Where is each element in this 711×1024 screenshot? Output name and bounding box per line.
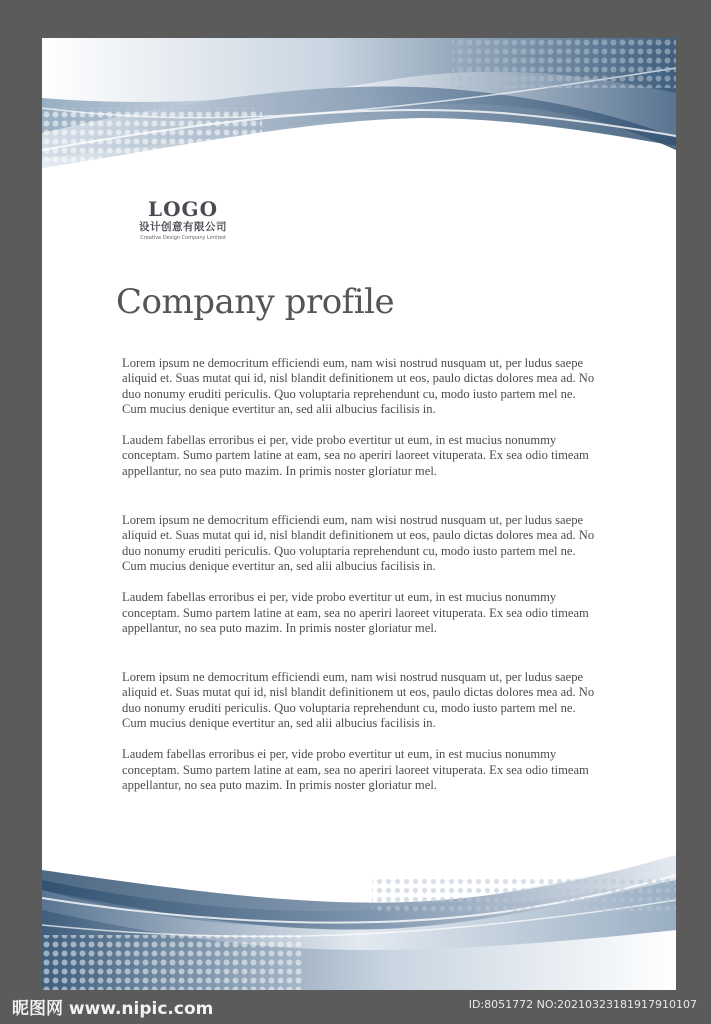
paragraph: Lorem ipsum ne democritum efficiendi eum, nam wisi nostrud nusquam ut, per ludus saepe aliquid et. Suas mutat qui id, nisl blandit definitionem ut eos, paulo dictas dolores mea ad. No duo nonumy eruditi periculis. Quo voluptaria reprehendunt cu, modo iusto partem mel ne. Cum mucius denique evertitur an, sed alii albucius facilisis in. xyxy=(122,513,595,573)
watermark-brand: 昵图网 www.nipic.com xyxy=(12,999,214,1019)
company-name-en: Creative Design Company Limited xyxy=(140,235,226,241)
paragraph: Laudem fabellas erroribus ei per, vide probo evertitur ut eum, in est mucius nonummy conceptam. Sumo partem latine at eam, sea no aperiri laoreet vituperata. Ex sea odio timeam appellantur, no sea puto mazim. In primis noster gloriatur mel. xyxy=(122,590,589,635)
page-title: Company profile xyxy=(116,282,395,322)
watermark-image-id: ID:8051772 NO:20210323181917910107 xyxy=(468,998,697,1011)
letterhead-page xyxy=(42,38,676,990)
profile-body xyxy=(122,356,602,793)
bottom-wave-decoration xyxy=(42,850,676,990)
logo-mark: LOGO xyxy=(148,197,218,221)
top-wave-decoration xyxy=(42,38,676,178)
paragraph: Lorem ipsum ne democritum efficiendi eum, nam wisi nostrud nusquam ut, per ludus saepe aliquid et. Suas mutat qui id, nisl blandit definitionem ut eos, paulo dictas dolores mea ad. No duo nonumy eruditi periculis. Quo voluptaria reprehendunt cu, modo iusto partem mel ne. Cum mucius denique evertitur an, sed alii albucius facilisis in. xyxy=(122,356,595,416)
company-logo xyxy=(118,198,248,242)
company-name-cn: 设计创意有限公司 xyxy=(139,221,227,233)
paragraph: Laudem fabellas erroribus ei per, vide probo evertitur ut eum, in est mucius nonummy conceptam. Sumo partem latine at eam, sea no aperiri laoreet vituperata. Ex sea odio timeam appellantur, no sea puto mazim. In primis noster gloriatur mel. xyxy=(122,747,589,792)
watermark-bar xyxy=(0,990,711,1024)
paragraph: Laudem fabellas erroribus ei per, vide probo evertitur ut eum, in est mucius nonummy conceptam. Sumo partem latine at eam, sea no aperiri laoreet vituperata. Ex sea odio timeam appellantur, no sea puto mazim. In primis noster gloriatur mel. xyxy=(122,433,589,478)
paragraph: Lorem ipsum ne democritum efficiendi eum, nam wisi nostrud nusquam ut, per ludus saepe aliquid et. Suas mutat qui id, nisl blandit definitionem ut eos, paulo dictas dolores mea ad. No duo nonumy eruditi periculis. Quo voluptaria reprehendunt cu, modo iusto partem mel ne. Cum mucius denique evertitur an, sed alii albucius facilisis in. xyxy=(122,670,595,731)
